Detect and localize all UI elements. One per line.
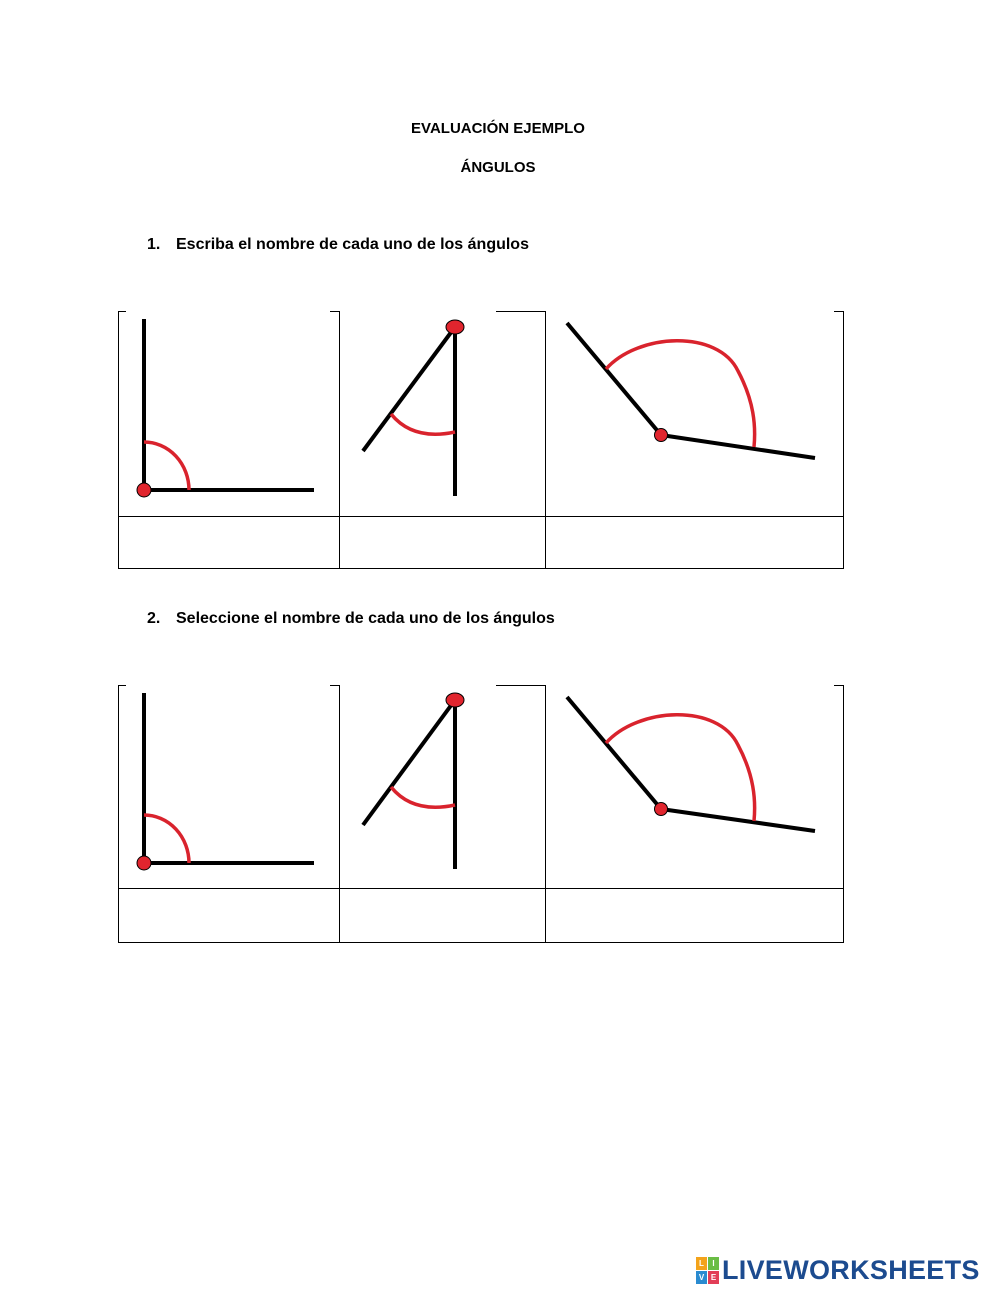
answer-field-obtuse-angle[interactable]: [546, 516, 843, 568]
answer-select-right-angle[interactable]: [119, 889, 338, 942]
liveworksheets-logo: [696, 1254, 980, 1286]
answer-select-obtuse-angle[interactable]: [546, 889, 843, 942]
logo-letter: L: [696, 1257, 707, 1270]
question-number: 2.: [147, 610, 161, 627]
obtuse-angle-figure: [567, 323, 815, 458]
acute-angle-figure: [363, 693, 464, 869]
question-text: Escriba el nombre de cada uno de los ángulos: [176, 236, 529, 253]
question-2: [147, 610, 555, 628]
page-title: EVALUACIÓN EJEMPLO: [411, 120, 585, 137]
angles-table-1: [118, 311, 844, 569]
logo-letter: V: [696, 1271, 707, 1284]
question-1: [147, 236, 529, 254]
logo-letter: E: [708, 1271, 719, 1284]
logo-mark-icon: [696, 1257, 719, 1284]
angles-table-2: [118, 685, 844, 943]
page-subtitle: ÁNGULOS: [460, 159, 536, 176]
logo-letter: I: [708, 1257, 719, 1270]
right-angle-figure: [137, 693, 314, 870]
answer-select-acute-angle[interactable]: [340, 889, 544, 942]
answer-field-right-angle[interactable]: [119, 516, 338, 568]
obtuse-angle-figure: [567, 697, 815, 831]
acute-angle-figure: [363, 320, 464, 496]
question-text: Seleccione el nombre de cada uno de los ángulos: [176, 610, 555, 627]
answer-field-acute-angle[interactable]: [340, 516, 544, 568]
right-angle-figure: [137, 319, 314, 497]
logo-text: LIVEWORKSHEETS: [722, 1254, 980, 1285]
question-number: 1.: [147, 236, 161, 253]
